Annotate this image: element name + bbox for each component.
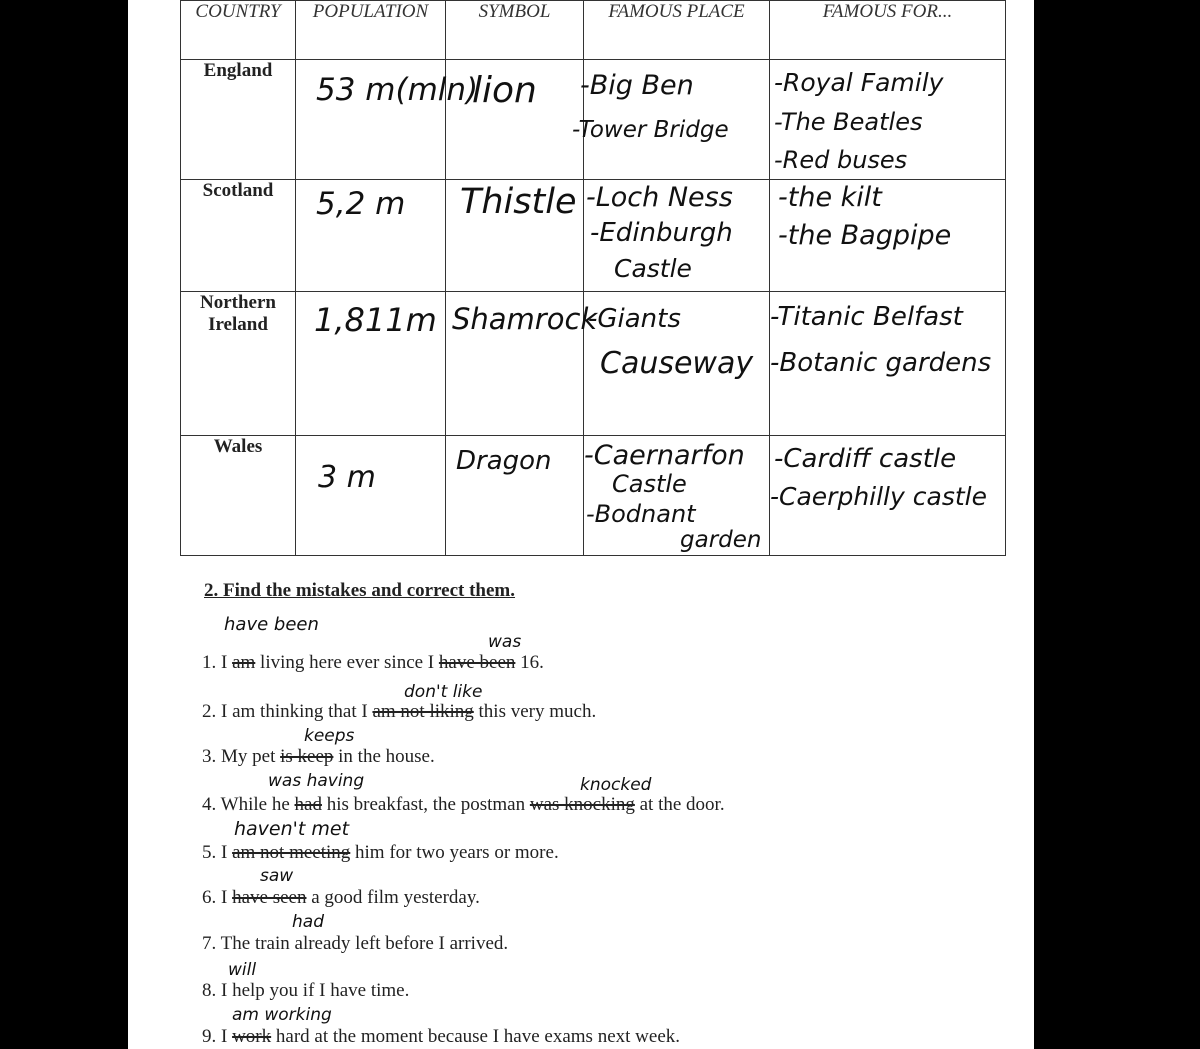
famous-for-item: -the kilt [778, 182, 882, 213]
famous-for-item: -Titanic Belfast [770, 302, 963, 332]
country-line: Northern [200, 292, 276, 313]
exercise-item-9 [202, 1026, 680, 1048]
exercise-item-6 [202, 887, 480, 909]
correction-note: am working [232, 1005, 332, 1025]
table-row [181, 436, 1006, 556]
place-item: Castle [614, 254, 692, 283]
crossed-out-text: was knocking [529, 794, 635, 815]
exercise-item-5 [202, 842, 559, 864]
famous-for-cell [770, 60, 1006, 180]
population-cell [296, 436, 446, 556]
famous-for-item: -the Bagpipe [778, 220, 952, 251]
correction-note: was [488, 632, 522, 652]
famous-for-item: -Cardiff castle [774, 444, 957, 474]
place-item: -Giants [588, 304, 681, 334]
correction-note: saw [260, 866, 294, 886]
country-northern-ireland [181, 292, 296, 436]
famous-for-item: -Royal Family [774, 68, 944, 97]
population-value: 3 m [318, 460, 376, 495]
correction-note: knocked [580, 775, 652, 795]
crossed-out-text: am not liking [372, 701, 474, 722]
famous-place-cell [572, 60, 770, 180]
country-wales: Wales [181, 436, 296, 556]
famous-place-cell [584, 180, 770, 292]
country-scotland: Scotland [181, 180, 296, 292]
worksheet-page [128, 0, 1034, 1049]
item-text: 4. While he [202, 794, 295, 815]
item-text: 6. I [202, 887, 233, 908]
item-text: living here ever since I [255, 652, 439, 673]
crossed-out-text: is keep [280, 746, 334, 767]
item-text: 7. The train [202, 933, 295, 954]
header-symbol: SYMBOL [446, 1, 584, 60]
population-value: 5,2 m [316, 186, 406, 222]
header-famous-for: FAMOUS FOR... [770, 1, 1006, 60]
crossed-out-text: am [232, 652, 256, 673]
famous-for-cell [770, 292, 1006, 436]
population-value: 1,811m [314, 301, 437, 339]
item-text: hard at the moment because I have exams next week. [271, 1026, 681, 1047]
exercise-item-1 [202, 652, 544, 674]
famous-for-cell [770, 180, 1006, 292]
item-text: help you if I have time. [232, 980, 410, 1001]
population-cell [296, 60, 479, 180]
item-text: 1. I [202, 652, 233, 673]
correction-note: had [292, 912, 324, 932]
correction-note: have been [224, 614, 319, 635]
item-text: 16. [515, 652, 544, 673]
famous-for-item: -The Beatles [774, 108, 923, 136]
item-text: already left before I arrived. [294, 933, 509, 954]
place-item: -Tower Bridge [572, 117, 729, 143]
famous-for-item: -Caerphilly castle [770, 482, 987, 511]
crossed-out-text: work [232, 1026, 272, 1047]
item-text: in the house. [333, 746, 435, 767]
place-item: garden [680, 527, 762, 553]
exercise-item-2 [202, 701, 596, 723]
symbol-cell [446, 292, 598, 436]
correction-note: will [228, 960, 257, 980]
country-line: Ireland [208, 314, 268, 335]
place-item: -Big Ben [580, 70, 694, 101]
crossed-out-text: have been [438, 652, 516, 673]
correction-note: was having [268, 771, 365, 791]
population-value: 53 m(mln) [316, 72, 479, 108]
exercise-item-8 [202, 980, 409, 1002]
correction-note: keeps [304, 726, 355, 746]
place-item: -Bodnant [586, 500, 696, 528]
place-item: -Edinburgh [590, 218, 733, 248]
symbol-value: lion [472, 70, 537, 111]
item-text: his breakfast, the postman [321, 794, 530, 815]
symbol-value: Thistle [460, 182, 577, 222]
famous-for-item: -Botanic gardens [770, 348, 992, 378]
symbol-cell [446, 436, 584, 556]
correction-note: haven't met [234, 818, 350, 840]
table-row [181, 292, 1006, 436]
item-text: this very much. [473, 701, 597, 722]
table-row [181, 60, 1006, 180]
symbol-value: Shamrock [452, 302, 598, 336]
table-header-row [181, 1, 1006, 60]
item-text: at the door. [634, 794, 725, 815]
correction-note: don't like [404, 682, 483, 702]
population-cell [296, 180, 446, 292]
header-famous-place: FAMOUS PLACE [584, 1, 770, 60]
crossed-out-text: am not meeting [232, 842, 351, 863]
famous-place-cell [584, 292, 770, 436]
country-england: England [181, 60, 296, 180]
header-country: COUNTRY [181, 1, 296, 60]
population-cell [296, 292, 446, 436]
famous-for-cell [770, 436, 1006, 556]
place-item: -Caernarfon [584, 440, 745, 471]
famous-place-cell [584, 436, 770, 556]
countries-table [180, 0, 1006, 556]
symbol-cell [446, 180, 584, 292]
symbol-cell [446, 60, 584, 180]
item-text: 2. I am thinking that I [202, 701, 373, 722]
famous-for-item: -Red buses [774, 146, 908, 174]
exercise-item-4 [202, 794, 725, 816]
item-text: a good film yesterday. [306, 887, 480, 908]
crossed-out-text: have seen [232, 887, 307, 908]
item-text: 9. I [202, 1026, 233, 1047]
exercise-title: 2. Find the mistakes and correct them. [204, 580, 516, 601]
table-row [181, 180, 1006, 292]
place-item: Causeway [600, 346, 754, 381]
exercise-item-7 [202, 933, 508, 955]
place-item: Castle [612, 470, 687, 498]
header-population: POPULATION [296, 1, 446, 60]
exercise-item-3 [202, 746, 435, 768]
crossed-out-text: had [294, 794, 322, 815]
item-text: him for two years or more. [350, 842, 559, 863]
symbol-value: Dragon [456, 446, 552, 476]
place-item: -Loch Ness [586, 182, 733, 213]
item-text: 5. I [202, 842, 233, 863]
item-text: 3. My pet [202, 746, 281, 767]
item-text: 8. I [202, 980, 233, 1001]
